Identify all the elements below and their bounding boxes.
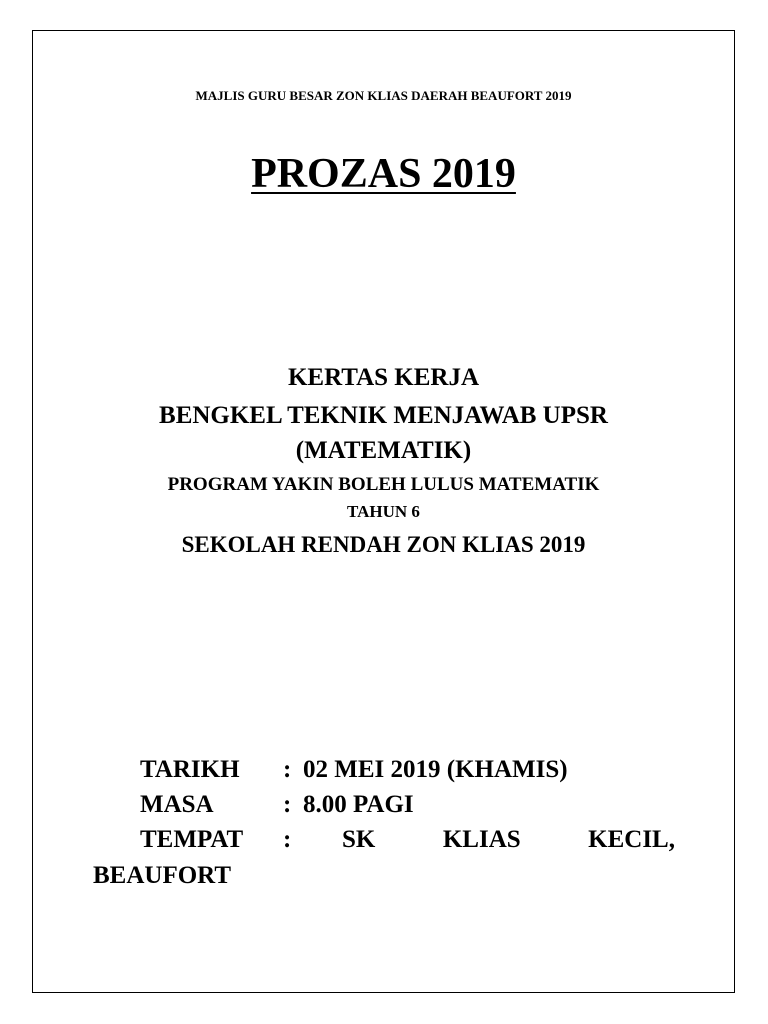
time-value: 8.00 PAGI xyxy=(303,791,414,818)
year-level: TAHUN 6 xyxy=(347,502,420,521)
council-heading: MAJLIS GURU BESAR ZON KLIAS DAERAH BEAUFORT 2019 xyxy=(195,88,572,103)
date-label: TARIKH xyxy=(140,756,240,783)
place-separator: : xyxy=(283,826,292,853)
program-name: PROGRAM YAKIN BOLEH LULUS MATEMATIK xyxy=(167,474,600,495)
schools-line: SEKOLAH RENDAH ZON KLIAS 2019 xyxy=(181,532,586,557)
workshop-title: BENGKEL TEKNIK MENJAWAB UPSR xyxy=(159,402,608,429)
place-value xyxy=(342,826,675,854)
place-label: TEMPAT xyxy=(140,826,244,853)
place-word: KLIAS xyxy=(442,826,521,853)
document-type: KERTAS KERJA xyxy=(287,364,480,391)
date-separator: : xyxy=(283,756,292,783)
page-title: PROZAS 2019 xyxy=(251,151,516,197)
place-word: KECIL, xyxy=(588,826,675,853)
time-label: MASA xyxy=(140,791,214,818)
place-word: SK xyxy=(342,826,376,853)
date-value: 02 MEI 2019 (KHAMIS) xyxy=(303,756,568,783)
place-value-continuation: BEAUFORT xyxy=(93,862,232,889)
subject: (MATEMATIK) xyxy=(295,437,472,464)
time-separator: : xyxy=(283,791,292,818)
